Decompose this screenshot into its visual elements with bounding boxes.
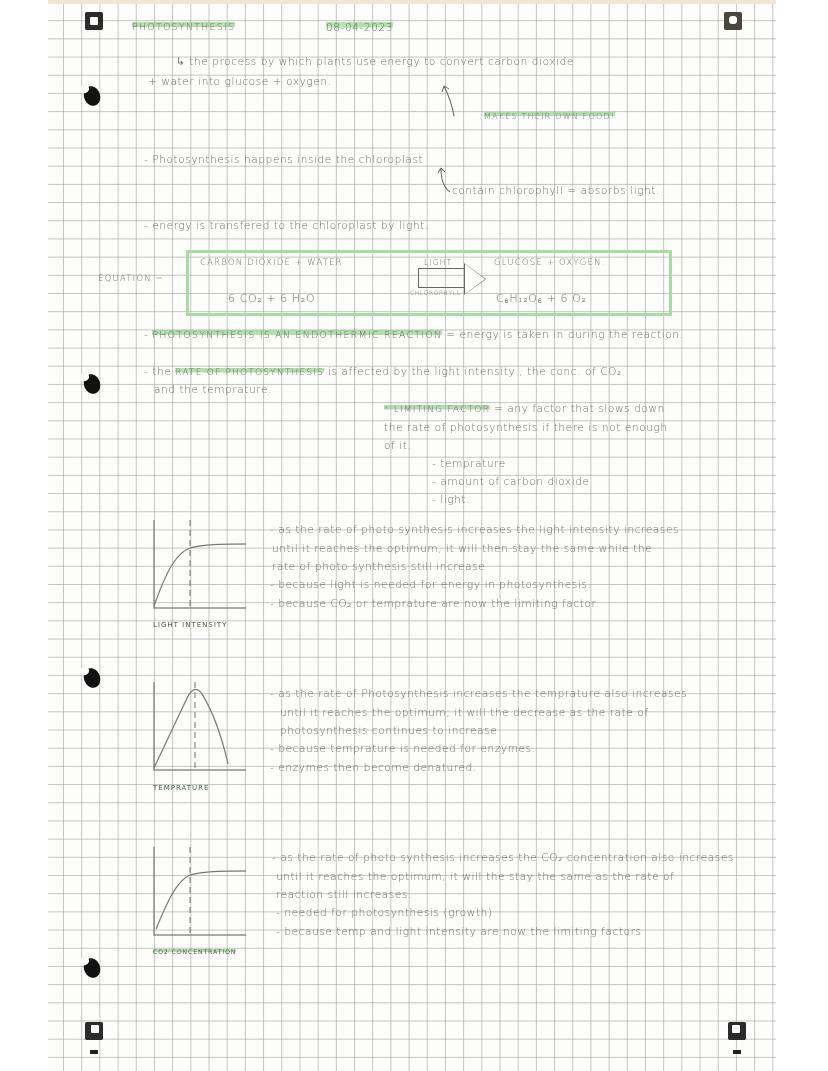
annotation-makes-own-food: MAKES THEIR OWN FOOD!: [484, 112, 616, 121]
graph-note-line: - as the rate of Photosynthesis increases the temprature also increases: [270, 688, 688, 700]
graph-note-line: - as the rate of photo synthesis increases the light intensity increases: [270, 524, 680, 536]
limiting-factor-def-1: = any factor that slows down: [494, 403, 665, 415]
graph-note-line: - because temprature is needed for enzymes.: [270, 743, 536, 755]
limiting-item: - amount of carbon dioxide: [432, 476, 590, 488]
graph-note-line: - because light is needed for energy in photosynthesis.: [270, 579, 592, 591]
endothermic-bold: PHOTOSYNTHESIS IS AN ENDOTHERMIC REACTION: [152, 330, 443, 341]
reaction-arrow-head-icon: [464, 263, 486, 295]
graph-temperature: [150, 680, 250, 775]
graph-note-line: - needed for photosynthesis (growth): [276, 907, 493, 919]
limiting-factor-def: [384, 403, 665, 415]
marker-dash: [733, 1050, 741, 1054]
graph-note-line: photosynthesis continues to increase: [280, 725, 498, 737]
graph-note-line: - as the rate of photo synthesis increases the CO₂ concentration also increases: [272, 852, 734, 864]
note-chloroplast: - Photosynthesis happens inside the chloroplast: [144, 154, 424, 166]
definition-line-1: ↳ the process by which plants use energy to convert carbon dioxide: [176, 56, 574, 68]
equation-word-reactants: CARBON DIOXIDE + WATER: [200, 258, 343, 268]
graph-co2-concentration: [150, 845, 250, 940]
endothermic-statement: - PHOTOSYNTHESIS IS AN ENDOTHERMIC REACTION = energy is taken in during the reaction.: [144, 329, 684, 341]
rate-pre: - the: [144, 366, 176, 378]
equation-word-products: GLUCOSE + OXYGEN.: [494, 258, 606, 268]
graph-note-line: until it reaches the optimum, it will then stay the same while the: [272, 543, 653, 555]
definition-line-2: + water into glucose + oxygen.: [148, 76, 332, 88]
equation-symbol-reactants: 6 CO₂ + 6 H₂O: [228, 292, 316, 305]
graph-xlabel: TEMPRATURE: [153, 784, 210, 792]
page-top-edge: [48, 0, 776, 4]
graph-light-intensity: [150, 518, 250, 613]
rate-post: is affected by the light intensity , the conc. of CO₂: [324, 366, 622, 378]
rate-highlight: RATE OF PHOTOSYNTHESIS: [175, 368, 325, 378]
graph-note-line: - because temp and light intensity are now the limiting factors: [276, 926, 642, 938]
limiting-factor-def-3: of it.: [384, 440, 412, 452]
limiting-factor-term: * LIMITING FACTOR: [384, 405, 491, 415]
equation-label: EQUATION =: [98, 274, 165, 284]
graph-note-line: - because CO₂ or temprature are now the limiting factor.: [270, 598, 600, 610]
arrow-up-icon: [440, 84, 460, 118]
rate-statement: [144, 366, 622, 378]
equation-symbol-products: C₆H₁₂O₆ + 6 O₂: [496, 292, 587, 305]
graph-note-line: - enzymes then become denatured.: [270, 762, 477, 774]
graph-note-line: rate of photo synthesis still increase.: [272, 561, 490, 573]
graph-note-line: until it reaches the optimum; it will the decrease as the rate of: [280, 707, 649, 719]
note-chlorophyll: contain chlorophyll = absorbs light.: [452, 185, 661, 197]
graph-note-line: reaction still increases.: [276, 889, 412, 901]
rate-line-2: and the temprature.: [154, 384, 272, 396]
graph-note-line: until it reaches the optimum, it will the stay the same as the rate of: [276, 871, 675, 883]
graph-xlabel: CO2 CONCENTRATION: [153, 949, 237, 956]
date: 08-04-2023: [326, 22, 394, 34]
equation-arrow-bottom: CHLOROPHYLL: [410, 290, 461, 297]
limiting-item: - light.: [432, 494, 471, 506]
marker-dash: [90, 1050, 98, 1054]
note-energy: - energy is transfered to the chloroplast by light.: [144, 220, 429, 232]
endothermic-rest: = energy is taken in during the reaction.: [446, 329, 684, 341]
equation-arrow-top: LIGHT: [424, 258, 453, 267]
reaction-arrow-icon: [418, 268, 466, 288]
graph-xlabel: LIGHT INTENSITY: [153, 621, 228, 629]
page-title: PHOTOSYNTHESIS: [132, 22, 236, 33]
limiting-item: - temprature: [432, 458, 506, 470]
corner-marker-icon: [724, 12, 742, 30]
corner-marker-icon: [85, 1022, 103, 1040]
limiting-factor-def-2: the rate of photosynthesis if there is not enough: [384, 422, 668, 434]
corner-marker-icon: [728, 1022, 746, 1040]
corner-marker-icon: [85, 12, 103, 30]
